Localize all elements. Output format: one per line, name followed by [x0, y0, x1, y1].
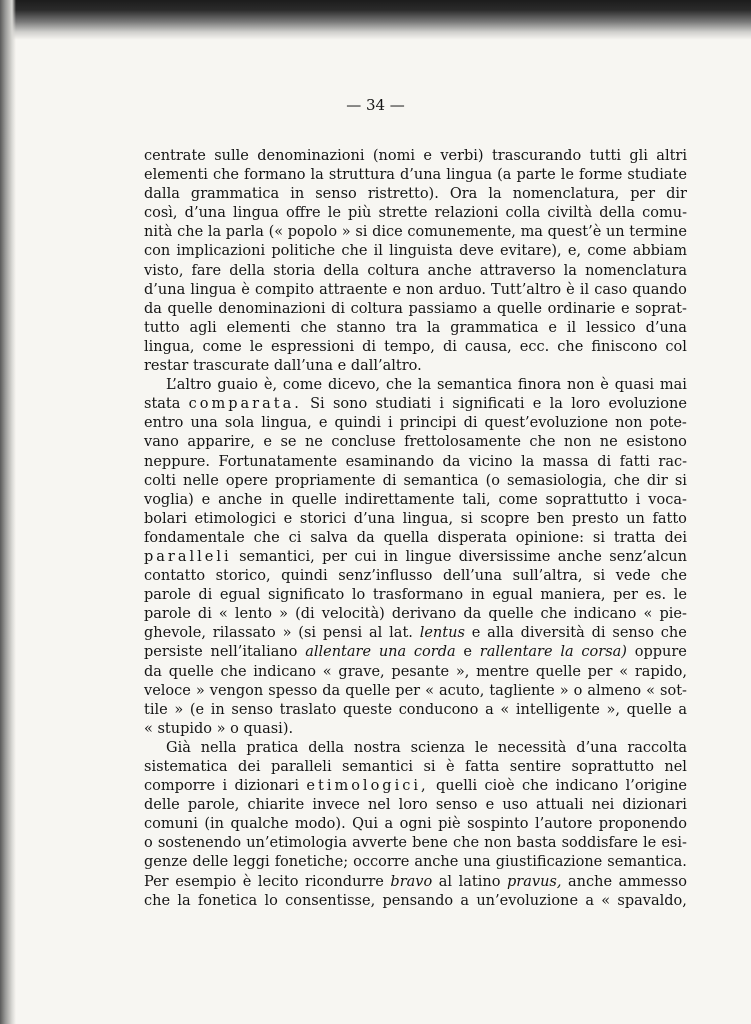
- text-line: bolari etimologici e storici d’una lingua, si scopre ben presto un fatto: [144, 510, 687, 527]
- text-line: tile » (e in senso traslato queste conducono a « intelligente », quelle a: [144, 701, 687, 718]
- text-line: entro una sola lingua, e quindi i principi di quest’evoluzione non pote-: [144, 415, 687, 432]
- text-line: ghevole, rilassato » (si pensi al lat. lentus e alla diversità di senso che: [144, 625, 687, 642]
- text-line: da quelle denominazioni di coltura passiamo a quelle ordinarie e soprat-: [144, 300, 687, 317]
- text-line: da quelle che indicano « grave, pesante », mentre quelle per « rapido,: [144, 663, 687, 680]
- text-line: neppure. Fortunatamente esaminando da vicino la massa di fatti rac-: [144, 453, 687, 470]
- text-line: stata comparata. Si sono studiati i significati e la loro evoluzione: [144, 396, 687, 413]
- body-text: [144, 147, 687, 911]
- text-line: delle parole, chiarite invece nel loro senso e uso attuali nei dizionari: [144, 797, 687, 814]
- text-line: sistematica dei paralleli semantici si è fatta sentire soprattutto nel: [144, 759, 687, 775]
- text-line: parole di egual significato lo trasformano in egual maniera, per es. le: [144, 587, 687, 604]
- text-line: fondamentale che ci salva da quella disperata opinione: si tratta dei: [144, 529, 687, 546]
- page-number: — 34 —: [346, 96, 405, 114]
- scan-top-shadow: [0, 0, 751, 40]
- text-line: o sostenendo un’etimologia avverte bene che non basta soddisfare le esi-: [144, 835, 687, 852]
- text-line: persiste nell’italiano allentare una corda e rallentare la corsa) oppure: [144, 644, 687, 661]
- scan-left-edge: [0, 0, 16, 1024]
- text-line: genze delle leggi fonetiche; occorre anche una giustificazione semantica.: [144, 854, 687, 871]
- text-line: tutto agli elementi che stanno tra la grammatica e il lessico d’una: [144, 319, 687, 336]
- text-line: parole di « lento » (di velocità) derivano da quelle che indicano « pie-: [144, 606, 687, 623]
- text-line: con implicazioni politiche che il linguista deve evitare), e, come abbiam: [144, 243, 687, 260]
- text-line: visto, fare della storia della coltura anche attraverso la nomenclatura: [144, 262, 687, 279]
- text-line: Per esempio è lecito ricondurre bravo al latino pravus, anche ammesso: [144, 873, 687, 890]
- text-line: d’una lingua è compito attraente e non arduo. Tutt’altro è il caso quando: [144, 281, 687, 298]
- text-line: restar trascurate dall’una e dall’altro.: [144, 358, 422, 375]
- text-line: colti nelle opere propriamente di semantica (o semasiologia, che dir si: [144, 472, 687, 489]
- text-line: comuni (in qualche modo). Qui a ogni piè sospinto l’autore proponendo: [144, 816, 687, 833]
- text-line: vano apparire, e se ne concluse frettolosamente che non ne esistono: [144, 434, 687, 451]
- text-line: così, d’una lingua offre le più strette relazioni colla civiltà della comu-: [144, 205, 687, 222]
- text-line: contatto storico, quindi senz’influsso dell’una sull’altra, si vede che: [144, 568, 687, 585]
- text-line: centrate sulle denominazioni (nomi e verbi) trascurando tutti gli altri: [144, 148, 687, 164]
- text-line: elementi che formano la struttura d’una lingua (a parte le forme studiate: [144, 167, 687, 184]
- text-line: « stupido » o quasi).: [144, 720, 294, 737]
- text-line: nità che la parla (« popolo » si dice comunemente, ma quest’è un termine: [144, 224, 687, 241]
- text-line: voglia) e anche in quelle indirettamente tali, come soprattutto i voca-: [144, 491, 687, 508]
- text-line: comporre i dizionari etimologici, quelli cioè che indicano l’origine: [144, 778, 687, 795]
- text-line: Già nella pratica della nostra scienza le necessità d’una raccolta: [166, 739, 687, 756]
- text-line: paralleli semantici, per cui in lingue diversissime anche senz’alcun: [144, 548, 687, 565]
- text-line: veloce » vengon spesso da quelle per « acuto, tagliente » o almeno « sot-: [144, 682, 687, 699]
- text-line: che la fonetica lo consentisse, pensando a un’evoluzione a « spavaldo,: [144, 892, 687, 909]
- text-line: lingua, come le espressioni di tempo, di causa, ecc. che finiscono col: [144, 338, 687, 355]
- text-line: L’altro guaio è, come dicevo, che la semantica finora non è quasi mai: [166, 377, 687, 394]
- text-line: dalla grammatica in senso ristretto). Ora la nomenclatura, per dir: [144, 186, 687, 203]
